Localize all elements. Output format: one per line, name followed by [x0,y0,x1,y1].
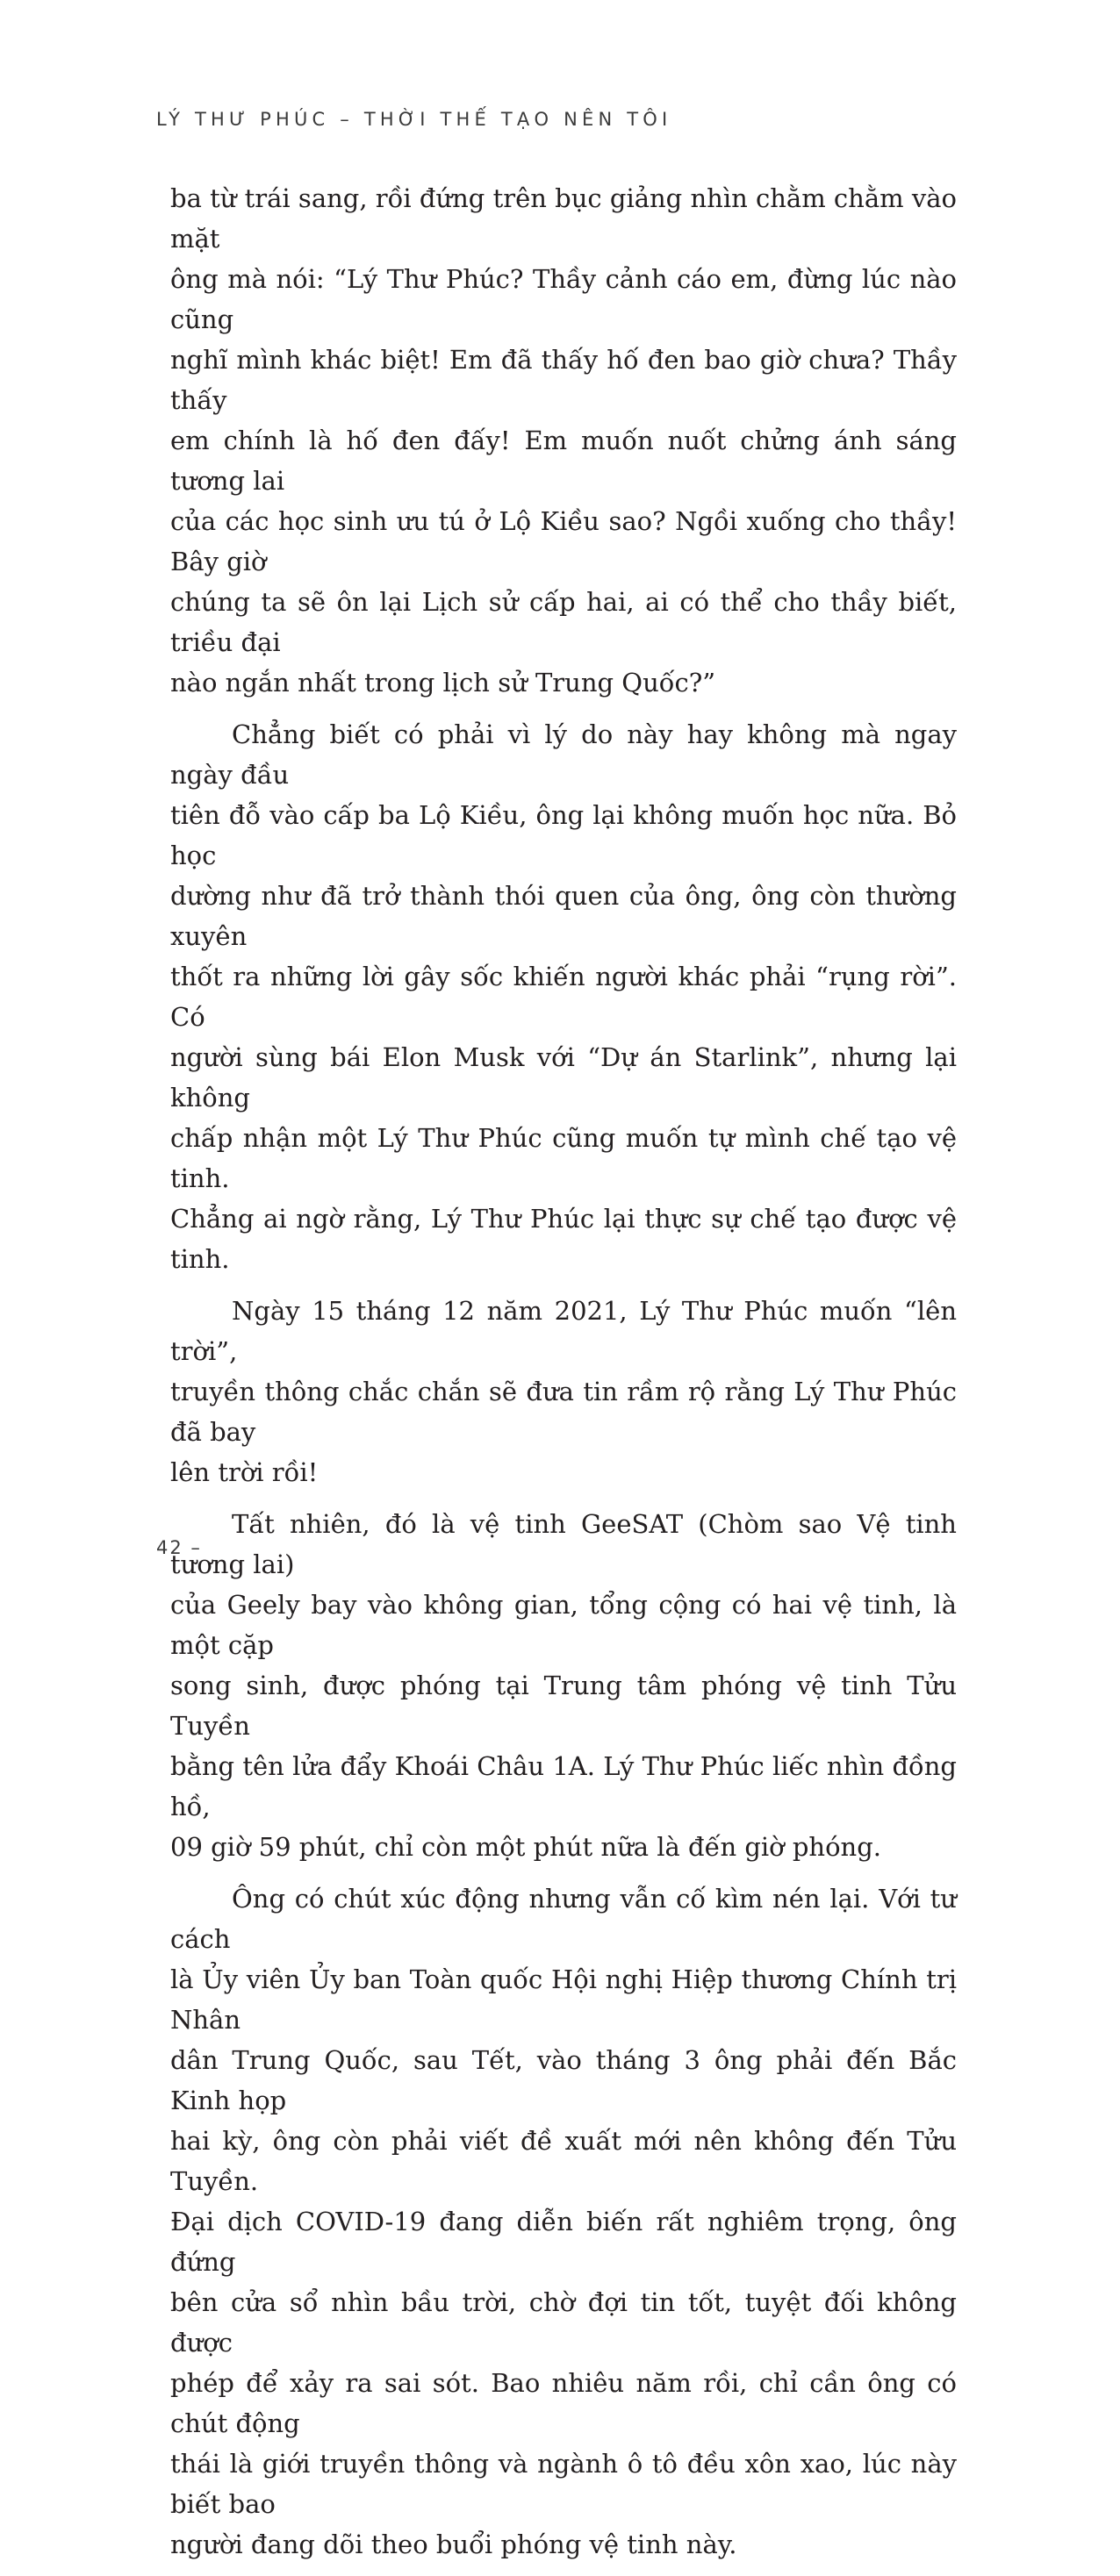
page-number: 42 – [156,1537,202,1558]
body-text [170,178,957,2576]
running-header: LÝ THƯ PHÚC – THỜI THẾ TẠO NÊN TÔI [156,109,672,130]
paragraph-5: Ông có chút xúc động nhưng vẫn cố kìm nén lại. Với tư cách là Ủy viên Ủy ban Toàn quốc Hội nghị Hiệp thương Chính trị Nhân dân Trung Quốc, sau Tết, vào tháng 3 ông phải đến Bắc Kinh họp hai kỳ, ông còn phải viết đề xuất mới nên không đến Tửu Tuyền. Đại dịch COVID-19 đang diễn biến rất nghiêm trọng, ông đứng bên cửa sổ nhìn bầu trời, chờ đợi tin tốt, tuyệt đối không được phép để xảy ra sai sót. Bao nhiêu năm rồi, chỉ cần ông có chút động thái là giới truyền thông và ngành ô tô đều xôn xao, lúc này biết bao người đang dõi theo buổi phóng vệ tinh này. [170,1884,957,2559]
paragraph-2: Chẳng biết có phải vì lý do này hay không mà ngay ngày đầu tiên đỗ vào cấp ba Lộ Kiều, ông lại không muốn học nữa. Bỏ học dường như đã trở thành thói quen của ông, ông còn thường xuyên thốt ra những lời gây sốc khiến người khác phải “rụng rời”. Có người sùng bái Elon Musk với “Dự án Starlink”, nhưng lại không chấp nhận một Lý Thư Phúc cũng muốn tự mình chế tạo vệ tinh. Chẳng ai ngờ rằng, Lý Thư Phúc lại thực sự chế tạo được vệ tinh. [170,719,957,1274]
paragraph-4: Tất nhiên, đó là vệ tinh GeeSAT (Chòm sao Vệ tinh tương lai) của Geely bay vào không gian, tổng cộng có hai vệ tinh, là một cặp song sinh, được phóng tại Trung tâm phóng vệ tinh Tửu Tuyền bằng tên lửa đẩy Khoái Châu 1A. Lý Thư Phúc liếc nhìn đồng hồ, 09 giờ 59 phút, chỉ còn một phút nữa là đến giờ phóng. [170,1509,957,1862]
paragraph-1: ba từ trái sang, rồi đứng trên bục giảng nhìn chằm chằm vào mặt ông mà nói: “Lý Thư Phúc? Thầy cảnh cáo em, đừng lúc nào cũng nghĩ mình khác biệt! Em đã thấy hố đen bao giờ chưa? Thầy thấy em chính là hố đen đấy! Em muốn nuốt chửng ánh sáng tương lai của các học sinh ưu tú ở Lộ Kiều sao? Ngồi xuống cho thầy! Bây giờ chúng ta sẽ ôn lại Lịch sử cấp hai, ai có thể cho thầy biết, triều đại nào ngắn nhất trong lịch sử Trung Quốc?” [170,183,957,698]
paragraph-3: Ngày 15 tháng 12 năm 2021, Lý Thư Phúc muốn “lên trời”, truyền thông chắc chắn sẽ đưa tin rầm rộ rằng Lý Thư Phúc đã bay lên trời rồi! [170,1296,957,1487]
